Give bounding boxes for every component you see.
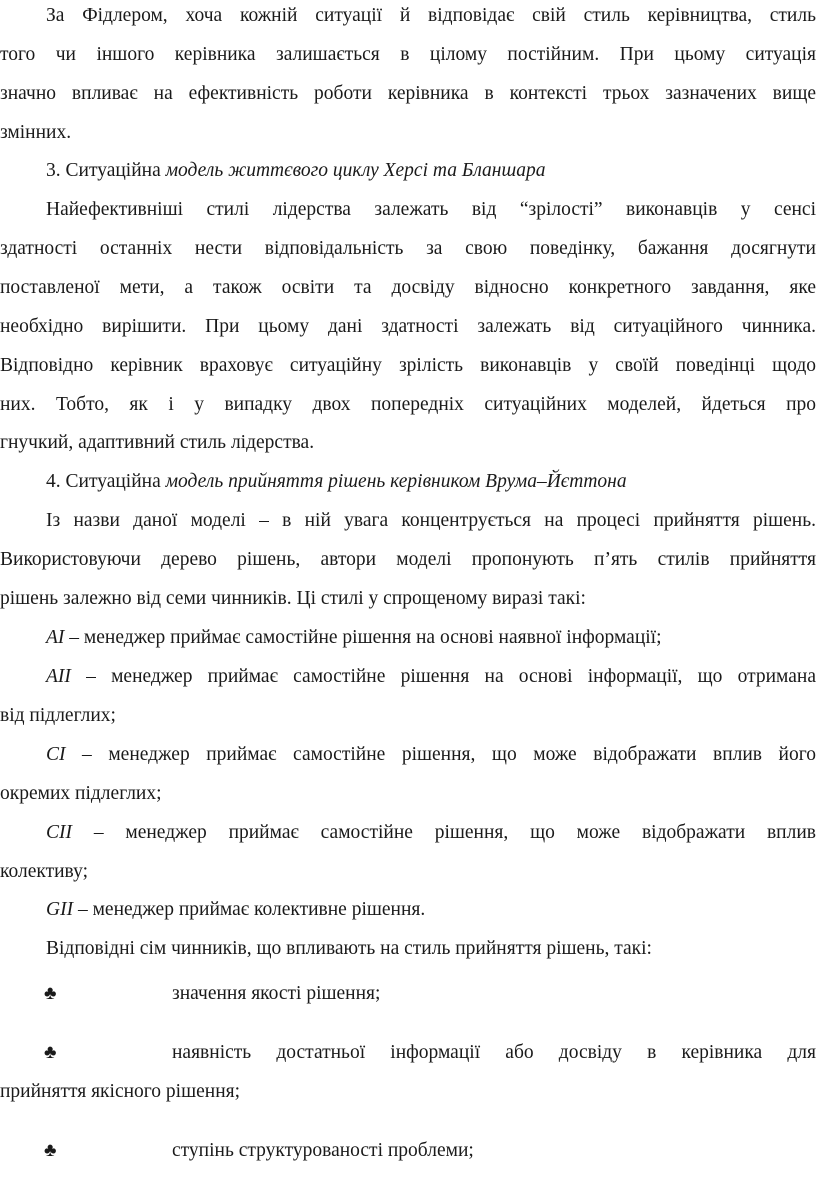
paragraph-line: Найефективніші стилі лідерства залежать від “зрілості” виконавців у сенсі [46,199,816,220]
bullet-text: значення якості рішення; [172,983,381,1004]
paragraph-line: того чи іншого керівника залишається в цілому постійним. При цьому ситуація [0,44,816,65]
style-item-continuation: окремих підлеглих; [0,783,162,804]
style-item [46,665,816,689]
bullet-text: ступінь структурованості проблеми; [172,1140,474,1161]
style-item [46,743,816,767]
style-code: AI [46,627,65,648]
paragraph-line: гнучкий, адаптивний стиль лідерства. [0,432,315,453]
style-description: – менеджер приймає самостійне рішення, що може відображати вплив його [65,744,816,765]
club-bullet-icon: ♣ [44,1042,57,1063]
style-item [46,626,816,650]
club-bullet-icon: ♣ [44,1140,57,1161]
paragraph-line: необхідно вирішити. При цьому дані здатності залежать від ситуаційного чинника. [0,316,816,337]
style-code: CI [46,744,66,765]
paragraph-line: поставленої мети, а також освіти та досвіду відносно конкретного завдання, яке [0,277,816,298]
section-heading [46,159,816,183]
bullet-text: наявність достатньої інформації або досвіду в керівника для [172,1042,816,1063]
paragraph-line: За Фідлером, хоча кожній ситуації й відповідає свій стиль керівництва, стиль [46,5,816,26]
heading-title: модель життєвого циклу Херсі та Бланшара [165,160,546,181]
paragraph-line: значно впливає на ефективність роботи керівника в контексті трьох зазначених вище [0,83,816,104]
heading-prefix: 4. Ситуаційна [46,471,166,492]
paragraph-line: Із назви даної моделі – в ній увага концентрується на процесі прийняття рішень. [46,510,816,531]
club-bullet-icon: ♣ [44,983,57,1004]
heading-prefix: 3. Ситуаційна [46,160,166,181]
style-description: – менеджер приймає самостійне рішення на основі інформації, що отримана [70,666,816,687]
paragraph-line: Відповідно керівник враховує ситуаційну зрілість виконавців у своїй поведінці щодо [0,355,816,376]
style-code: GII [46,899,74,920]
style-item-continuation: колективу; [0,861,88,882]
paragraph-line: них. Тобто, як і у випадку двох попередніх ситуаційних моделей, йдеться про [0,394,816,415]
paragraph-line: Використовуючи дерево рішень, автори моделі пропонують п’ять стилів прийняття [0,549,816,570]
paragraph-line: змінних. [0,122,72,143]
style-code: CII [46,822,72,843]
style-item [46,821,816,845]
paragraph-line: здатності останніх нести відповідальність за свою поведінку, бажання досягнути [0,238,816,259]
style-description: – менеджер приймає самостійне рішення, що може відображати вплив [72,822,816,843]
style-description: – менеджер приймає колективне рішення. [73,899,426,920]
heading-title: модель прийняття рішень керівником Врума–Йєттона [165,471,627,492]
paragraph-line: рішень залежно від семи чинників. Ці стилі у спрощеному виразі такі: [0,588,586,609]
bullet-continuation: прийняття якісного рішення; [0,1081,241,1102]
section-heading [46,470,816,494]
style-item-continuation: від підлеглих; [0,705,116,726]
style-item [46,898,816,922]
paragraph-line: Відповідні сім чинників, що впливають на стиль прийняття рішень, такі: [46,938,652,959]
style-code: AII [46,666,71,687]
style-description: – менеджер приймає самостійне рішення на основі наявної інформації; [64,627,662,648]
